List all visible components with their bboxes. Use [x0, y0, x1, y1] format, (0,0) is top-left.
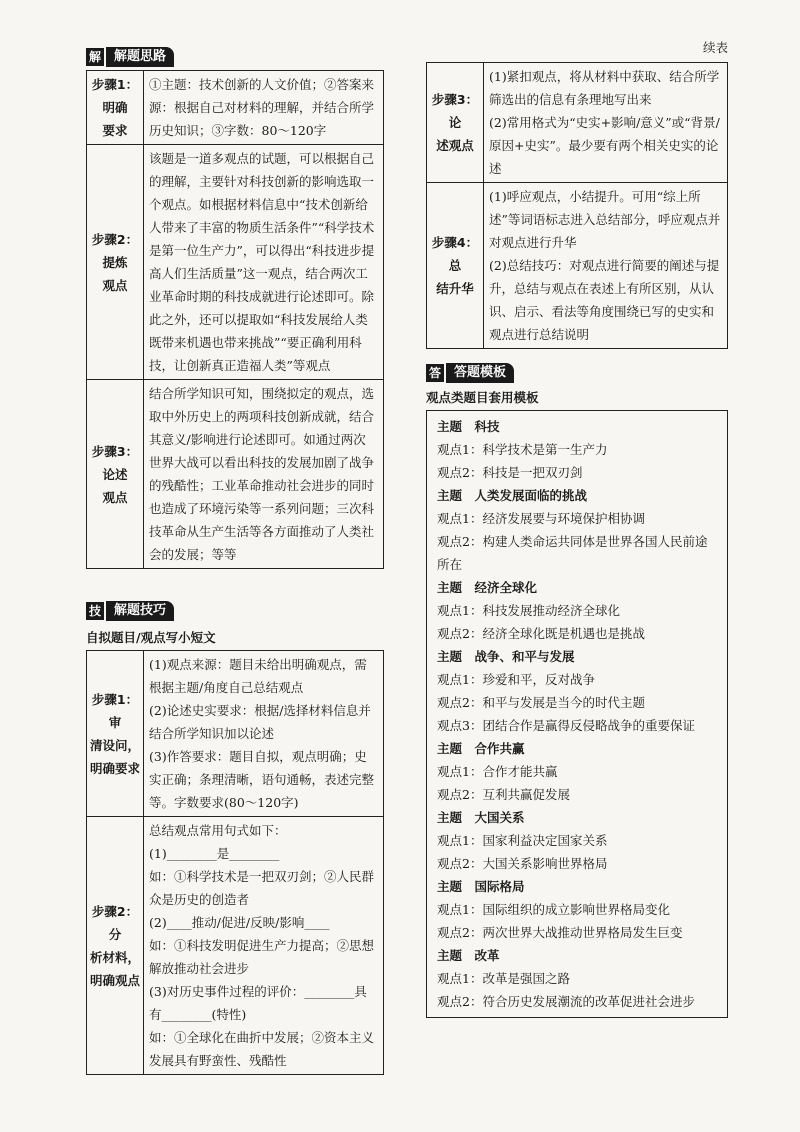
- viewpoint-line: 观点2：经济全球化既是机遇也是挑战: [437, 626, 645, 641]
- content-line: 如：①科技发明促进生产力提高；②思想解放推动社会进步: [149, 938, 375, 976]
- step-label: 步骤3： 论述 观点: [87, 380, 144, 569]
- table-row: [87, 145, 384, 380]
- content-line: 如：①全球化在曲折中发展；②资本主义发展具有野蛮性、残酷性: [149, 1030, 375, 1068]
- step-content: [144, 651, 384, 817]
- step-content: [144, 817, 384, 1075]
- pencil-note-icon: 解: [86, 48, 104, 66]
- content-line: 结合所学知识可知，围绕拟定的观点，选取中外历史上的两项科技创新成就，结合其意义/影响进行论述即可。如通过两次世界大战可以看出科技的发展加剧了战争的残酷性；工业革命推动社会进步的同时也造成了环境污染等一系列问题；三次科技革命从生产生活等各方面推动了人类社会的发展；等等: [149, 386, 375, 562]
- step-content: [484, 183, 728, 349]
- table-row: [87, 817, 384, 1075]
- content-line: (1)紧扣观点，将从材料中获取、结合所学筛选出的信息有条理地写出来: [489, 69, 720, 107]
- step-label: 步骤4：总 结升华: [427, 183, 484, 349]
- subtitle-template: 观点类题目套用模板: [426, 390, 539, 405]
- content-line: (3)对历史事件过程的评价：________具有________(特性): [149, 984, 367, 1022]
- table-row: [87, 651, 384, 817]
- viewpoint-line: 观点2：两次世界大战推动世界格局发生巨变: [437, 925, 683, 940]
- table-row: [87, 71, 384, 145]
- subtitle-short-essay: 自拟题目/观点写小短文: [86, 630, 216, 645]
- viewpoint-line: 观点2：构建人类命运共同体是世界各国人民前途所在: [437, 534, 708, 572]
- topic-heading: 主题 科技: [437, 419, 500, 434]
- table-row: [427, 183, 728, 349]
- section-title: 答题模板: [446, 363, 514, 383]
- section-header-solving-skills: [86, 601, 174, 621]
- viewpoint-line: 观点2：大国关系影响世界格局: [437, 856, 608, 871]
- table-solving-skills: [86, 650, 384, 1075]
- content-line: (1)呼应观点，小结提升。可用“综上所述”等词语标志进入总结部分，呼应观点并对观点进行升华: [489, 189, 721, 250]
- topic-heading: 主题 大国关系: [437, 810, 525, 825]
- viewpoint-line: 观点1：珍爱和平，反对战争: [437, 672, 595, 687]
- viewpoint-line: 观点1：科学技术是第一生产力: [437, 442, 608, 457]
- step-label: 步骤2：分 析材料， 明确观点: [87, 817, 144, 1075]
- section-title: 解题技巧: [106, 601, 174, 621]
- viewpoint-line: 观点1：经济发展要与环境保护相协调: [437, 511, 645, 526]
- table-continued: [426, 62, 728, 349]
- viewpoint-line: 观点2：互利共赢促发展: [437, 787, 570, 802]
- step-label: 步骤1：审 清设问， 明确要求: [87, 651, 144, 817]
- content-line: (3)作答要求：题目自拟，观点明确；史实正确；条理清晰，语句通畅，表述完整等。字数要求(80～120字): [149, 749, 375, 810]
- step-label: 步骤3：论 述观点: [427, 63, 484, 183]
- viewpoint-line: 观点1：改革是强国之路: [437, 971, 570, 986]
- viewpoint-line: 观点1：国家利益决定国家关系: [437, 833, 608, 848]
- content-line: (2)总结技巧：对观点进行简要的阐述与提升，总结与观点在表述上有所区别，从认识、启示、看法等角度围绕已写的史实和观点进行总结说明: [489, 258, 720, 342]
- topic-heading: 主题 改革: [437, 948, 500, 963]
- content-line: (1)________是________: [149, 846, 280, 861]
- step-content: [144, 380, 384, 569]
- viewpoint-line: 观点2：科技是一把双刃剑: [437, 465, 583, 480]
- step-label: 步骤1： 明确 要求: [87, 71, 144, 145]
- viewpoint-line: 观点2：和平与发展是当今的时代主题: [437, 695, 645, 710]
- template-box: [426, 410, 728, 1018]
- viewpoint-line: 观点2：符合历史发展潮流的改革促进社会进步: [437, 994, 695, 1009]
- content-line: (2)常用格式为“史实+影响/意义”或“背景/原因+史实”。最少要有两个相关史实的论述: [489, 115, 720, 176]
- topic-heading: 主题 战争、和平与发展: [437, 649, 575, 664]
- viewpoint-line: 观点1：科技发展推动经济全球化: [437, 603, 620, 618]
- content-line: (2)论述史实要求：根据/选择材料信息并结合所学知识加以论述: [149, 703, 371, 741]
- table-row: [87, 380, 384, 569]
- content-line: 如：①科学技术是一把双刃剑；②人民群众是历史的创造者: [149, 869, 375, 907]
- table-solving-ideas: [86, 70, 384, 569]
- topic-heading: 主题 人类发展面临的挑战: [437, 488, 588, 503]
- content-line: 总结观点常用句式如下：: [149, 823, 287, 838]
- topic-heading: 主题 经济全球化: [437, 580, 538, 595]
- content-line: 该题是一道多观点的试题，可以根据自己的理解，主要针对科技创新的影响选取一个观点。如根据材料信息中“技术创新给人带来了丰富的物质生活条件”“科学技术是第一位生产力”，可以得出“科技进步提高人们生活质量”这一观点，结合两次工业革命时期的科技成就进行论述即可。除此之外，还可以提取如“科技发展给人类既带来机遇也带来挑战”“要正确利用科技，让创新真正造福人类”等观点: [149, 151, 375, 373]
- topic-heading: 主题 合作共赢: [437, 741, 525, 756]
- section-header-answer-template: [426, 363, 514, 383]
- content-line: (2)____推动/促进/反映/影响____: [149, 915, 330, 930]
- step-content: [144, 145, 384, 380]
- book-icon: 答: [426, 364, 444, 382]
- table-row: [427, 63, 728, 183]
- section-header-solving-ideas: [86, 47, 174, 67]
- content-line: (1)观点来源：题目未给出明确观点，需根据主题/角度自己总结观点: [149, 657, 367, 695]
- section-title: 解题思路: [106, 47, 174, 67]
- continued-label: 续表: [702, 40, 728, 55]
- viewpoint-line: 观点1：国际组织的成立影响世界格局变化: [437, 902, 670, 917]
- viewpoint-line: 观点3：团结合作是赢得反侵略战争的重要保证: [437, 718, 695, 733]
- content-line: ①主题：技术创新的人文价值；②答案来源：根据自己对材料的理解，并结合所学历史知识；③字数：80～120字: [149, 77, 375, 138]
- step-content: [144, 71, 384, 145]
- key-icon: 技: [86, 602, 104, 620]
- viewpoint-line: 观点1：合作才能共赢: [437, 764, 558, 779]
- step-label: 步骤2： 提炼 观点: [87, 145, 144, 380]
- step-content: [484, 63, 728, 183]
- topic-heading: 主题 国际格局: [437, 879, 525, 894]
